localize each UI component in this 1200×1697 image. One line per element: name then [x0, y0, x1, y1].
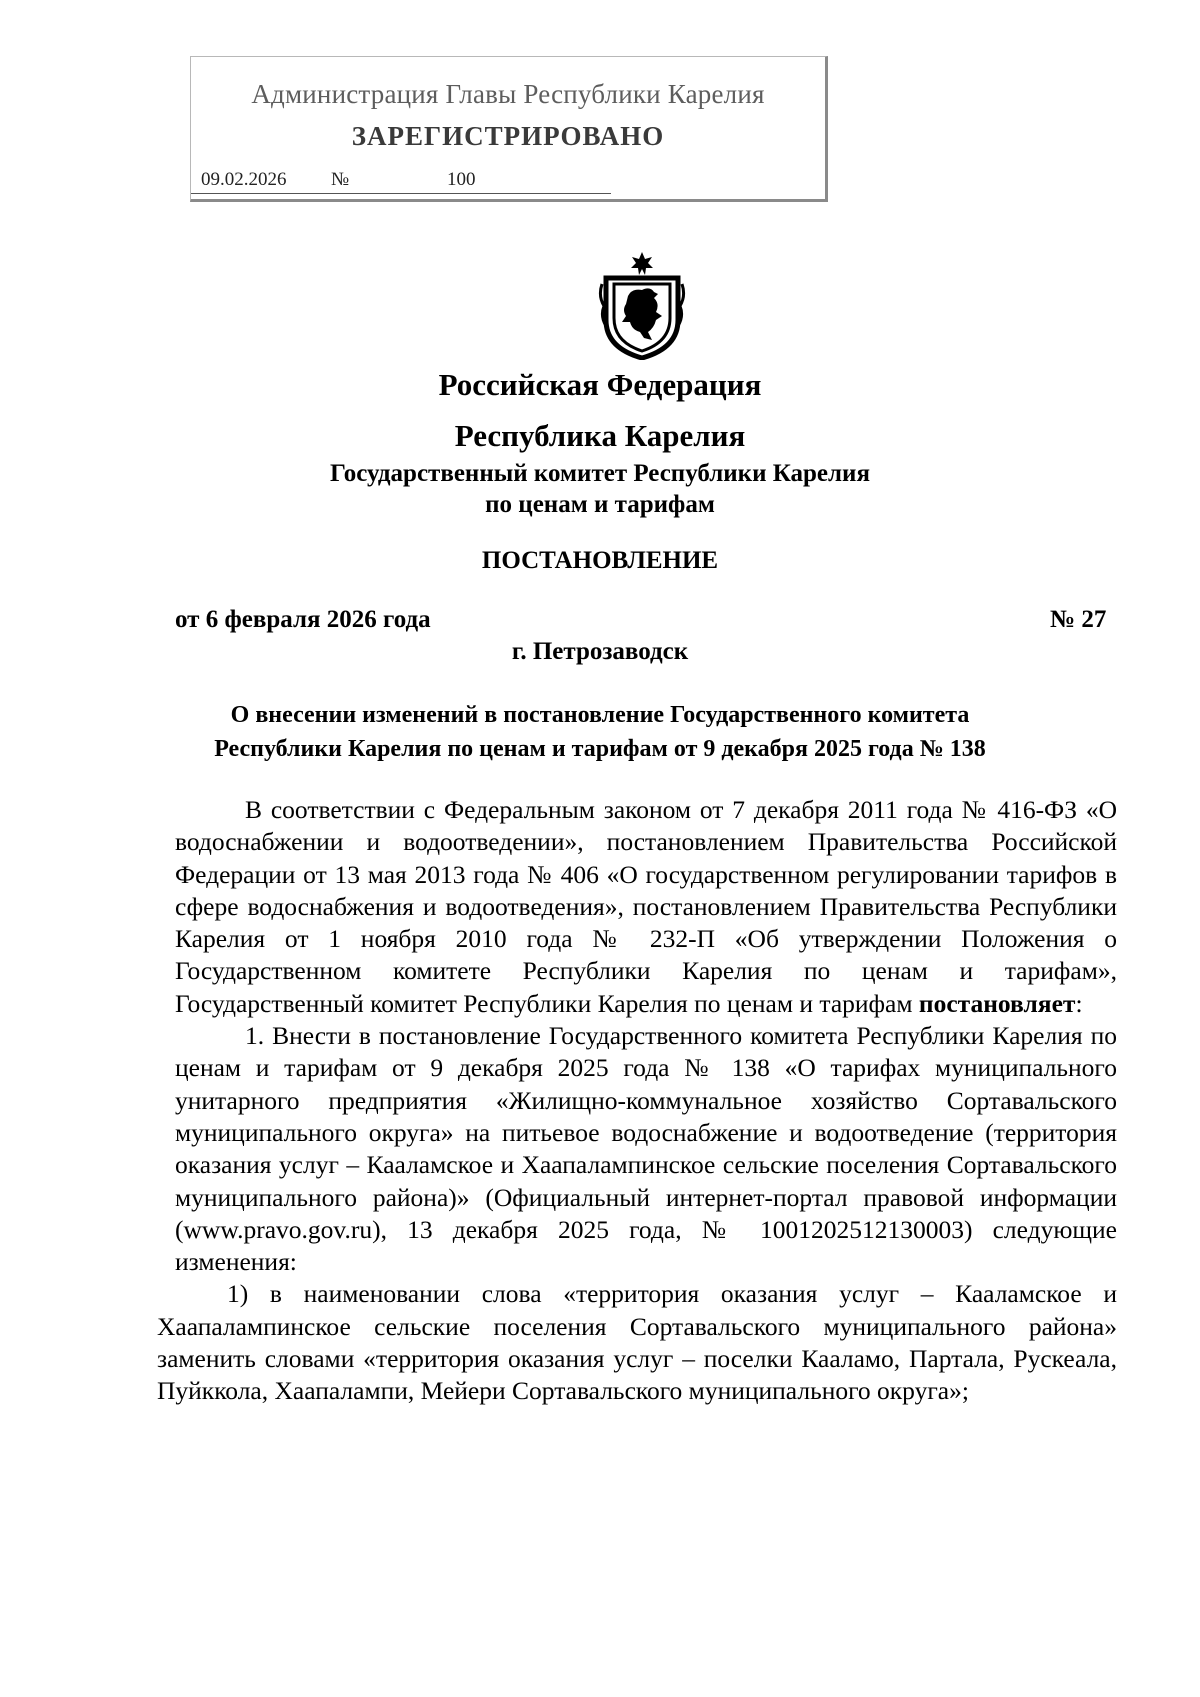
stamp-registration-line: [191, 165, 611, 194]
country-heading: Российская Федерация: [438, 367, 762, 402]
document-body: [157, 794, 1117, 1408]
republic-heading: Республика Карелия: [454, 418, 746, 453]
karelia-coat-of-arms-icon: [598, 250, 686, 360]
stamp-number-sign: №: [331, 169, 350, 190]
committee-heading-line2: по ценам и тарифам: [485, 491, 715, 518]
preamble-colon: :: [1075, 988, 1083, 1018]
registration-stamp: [190, 56, 828, 202]
preamble-text: В соответствии с Федеральным законом от 7 декабря 2011 года № 416-ФЗ «О водоснабжении и водоотведении», постановлением Правительства Российской Федерации от 13 мая 2013 года № 406 «О государственном регулировании тарифов в сфере водоснабжения и водоотведения», постановлением Правительства Республики Карелия от 1 ноября 2010 года № 232-П «Об утверждении Положения о Государственном комитете Республики Карелия по ценам и тарифам», Государственный комитет Республики Карелия по ценам и тарифам: [175, 795, 1117, 1018]
item-1-paragraph: 1. Внести в постановление Государственного комитета Республики Карелия по ценам и тарифам от 9 декабря 2025 года № 138 «О тарифах муниципального унитарного предприятия «Жилищно-коммунальное хозяйство Сортавальского муниципального округа» на питьевое водоснабжение и водоотведение (территория оказания услуг – Кааламское и Хаапалампинское сельские поселения Сортавальского муниципального района)» (Официальный интернет-портал правовой информации (www.pravo.gov.ru), 13 декабря 2025 года, № 1001202512130003) следующие изменения:: [175, 1021, 1117, 1277]
stamp-number: 100: [447, 169, 476, 190]
preamble-resolves: постановляет: [918, 988, 1076, 1018]
document-type: ПОСТАНОВЛЕНИЕ: [481, 547, 719, 574]
document-city: г. Петрозаводск: [511, 638, 689, 665]
subject-line2: Республики Карелия по ценам и тарифам от 9 декабря 2025 года № 138: [214, 736, 986, 762]
subitem-1-paragraph: 1) в наименовании слова «территория оказания услуг – Кааламское и Хаапалампинское сельские поселения Сортавальского муниципального района» заменить словами «территория оказания услуг – поселки Кааламо, Партала, Рускеала, Пуйккола, Хаапалампи, Мейери Сортавальского муниципального округа»;: [157, 1279, 1117, 1406]
document-number: № 27: [1050, 606, 1107, 633]
document-date: от 6 февраля 2026 года: [175, 606, 431, 633]
preamble-paragraph: [175, 794, 1117, 1020]
committee-heading-line1: Государственный комитет Республики Карелия: [330, 460, 870, 487]
stamp-registered: ЗАРЕГИСТРИРОВАНО: [351, 121, 665, 151]
subject-line1: О внесении изменений в постановление Государственного комитета: [230, 702, 970, 728]
stamp-authority: Администрация Главы Республики Карелия: [251, 79, 765, 109]
stamp-date: 09.02.2026: [201, 169, 287, 190]
